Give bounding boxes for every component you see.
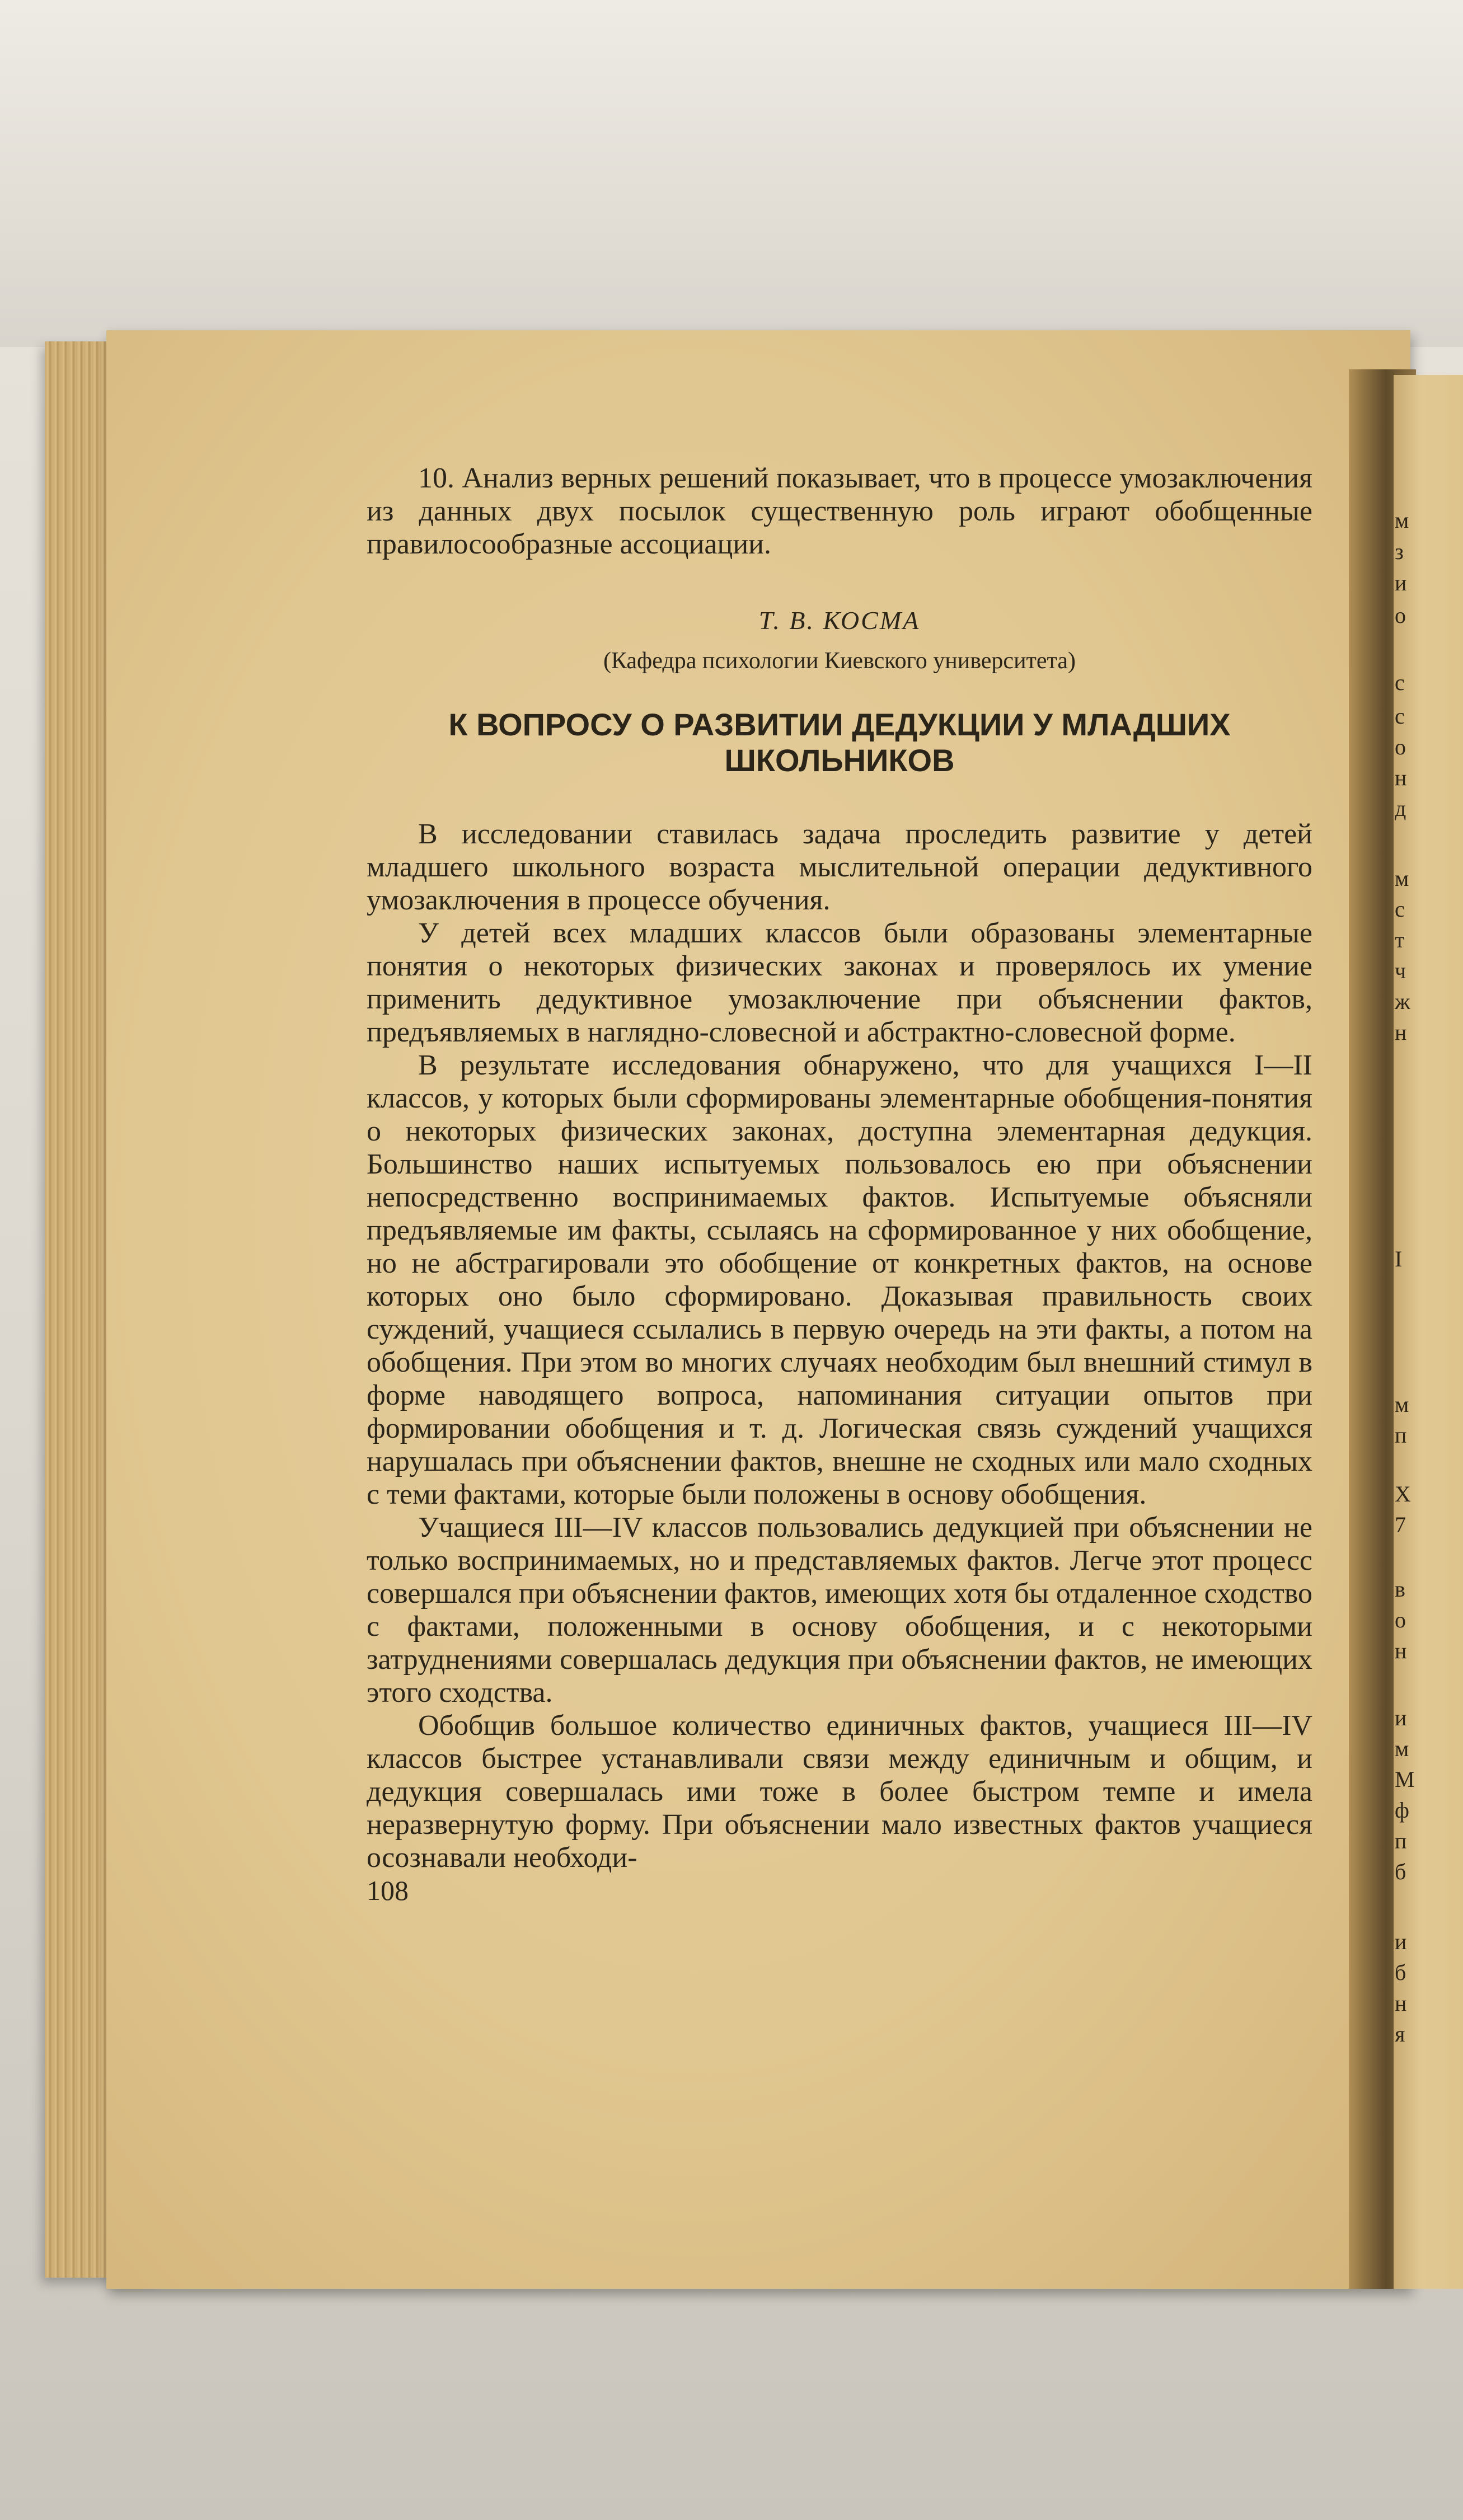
right-page-fragment: в — [1395, 1576, 1405, 1602]
right-page-fragment: с — [1395, 897, 1405, 922]
body-paragraph: В исследовании ставилась задача проследить развитие у детей младшего школьного возраста мыслительной операции дедуктивного умозаключения в процессе обучения. — [367, 818, 1312, 916]
background-shadow — [0, 0, 1463, 347]
right-page-fragment: I — [1395, 1246, 1403, 1271]
right-page-fragment: п — [1395, 1423, 1407, 1448]
right-page-fragment: т — [1395, 927, 1405, 952]
right-page-fragment: и — [1395, 1705, 1407, 1730]
right-page-fragment: н — [1395, 765, 1407, 790]
right-page-fragment: с — [1395, 670, 1405, 695]
right-page-fragment: М — [1395, 1767, 1415, 1792]
body-paragraph: Учащиеся III—IV классов пользовались дедукцией при объяснении не только воспринимаемых, но и представляемых фактов. Легче этот процесс совершался при объяснении фактов, имеющих хотя бы отдаленное сходство с фактами, положенными в основу обобщения, и с некоторыми затруднениями совершалась дедукция при объяснении фактов, не имеющих этого сходства. — [367, 1512, 1312, 1709]
right-page-fragment: з — [1395, 539, 1404, 564]
right-page-fragment: о — [1395, 734, 1406, 759]
right-page-fragment: о — [1395, 1607, 1406, 1632]
right-page-fragment: м — [1395, 866, 1409, 891]
right-page-fragment: п — [1395, 1828, 1407, 1853]
right-page-fragment: Х — [1395, 1481, 1411, 1507]
right-page-edge — [1394, 375, 1463, 2289]
right-page-fragment: 7 — [1395, 1512, 1406, 1537]
intro-paragraph: 10. Анализ верных решений показывает, что в процессе умозаключения из данных двух посылок существенную роль играют обобщенные правилосообразные ассоциации. — [367, 462, 1312, 560]
right-page-fragment: и — [1395, 1929, 1407, 1954]
right-page-fragment: н — [1395, 1020, 1407, 1045]
right-page-fragment: д — [1395, 796, 1406, 821]
right-page-fragment: м — [1395, 1392, 1409, 1417]
right-page-fragment: с — [1395, 703, 1405, 729]
right-page-fragment: я — [1395, 2021, 1405, 2047]
right-page-fragment: м — [1395, 508, 1409, 533]
right-page-fragment: о — [1395, 603, 1406, 628]
right-page-fragment: м — [1395, 1736, 1409, 1761]
right-page-fragment: н — [1395, 1991, 1407, 2016]
right-page-fragment: ж — [1395, 989, 1410, 1014]
right-page-fragment: ч — [1395, 958, 1406, 983]
body-paragraph: Обобщив большое количество единичных фактов, учащиеся III—IV классов быстрее устанавливали связи между единичным и общим, и дедукция совершалась ими тоже в более быстром темпе и имела неразвернутую форму. При объяснении мало известных фактов учащиеся осознавали необходи- — [367, 1710, 1312, 1874]
author-name: Т. В. КОСМА — [758, 606, 921, 635]
right-page-fragment: б — [1395, 1859, 1406, 1884]
author-affiliation: (Кафедра психологии Киевского университета) — [603, 648, 1076, 674]
body-paragraph: В результате исследования обнаружено, что для учащихся I—II классов, у которых были сформированы элементарные обобщения-понятия о некоторых физических законах, доступна элементарная дедукция. Большинство наших испытуемых пользовалось ею при объяснении непосредственно воспринимаемых фактов. Испытуемые объясняли предъявляемые им факты, ссылаясь на сформированное у них обобщение, но не абстрагировали это обобщение от конкретных фактов, на основе которых оно было сформировано. Доказывая правильность своих суждений, учащиеся ссылались в первую очередь на эти факты, а потом на обобщения. При этом во многих случаях необходим был внешний стимул в форме наводящего вопроса, напоминания ситуации опытов при формировании обобщения и т. д. Логическая связь суждений учащихся нарушалась при объяснении фактов, внешне не сходных или мало сходных с теми фактами, которые были положены в основу обобщения. — [367, 1049, 1312, 1510]
page-content — [367, 462, 1312, 1907]
right-page-fragment: ф — [1395, 1798, 1409, 1823]
right-page-fragment: и — [1395, 570, 1407, 595]
article-title: К ВОПРОСУ О РАЗВИТИИ ДЕДУКЦИИ У МЛАДШИХ ШКОЛЬНИКОВ — [448, 707, 1231, 778]
right-page-fragment: н — [1395, 1638, 1407, 1663]
body-paragraph: У детей всех младших классов были образованы элементарные понятия о некоторых физических законах и проверялось их умение применить дедуктивное умозаключение при объяснении фактов, предъявляемых в наглядно-словесной и абстрактно-словесной форме. — [367, 917, 1312, 1048]
page-number: 108 — [367, 1875, 409, 1906]
right-page-fragment: б — [1395, 1960, 1406, 1985]
